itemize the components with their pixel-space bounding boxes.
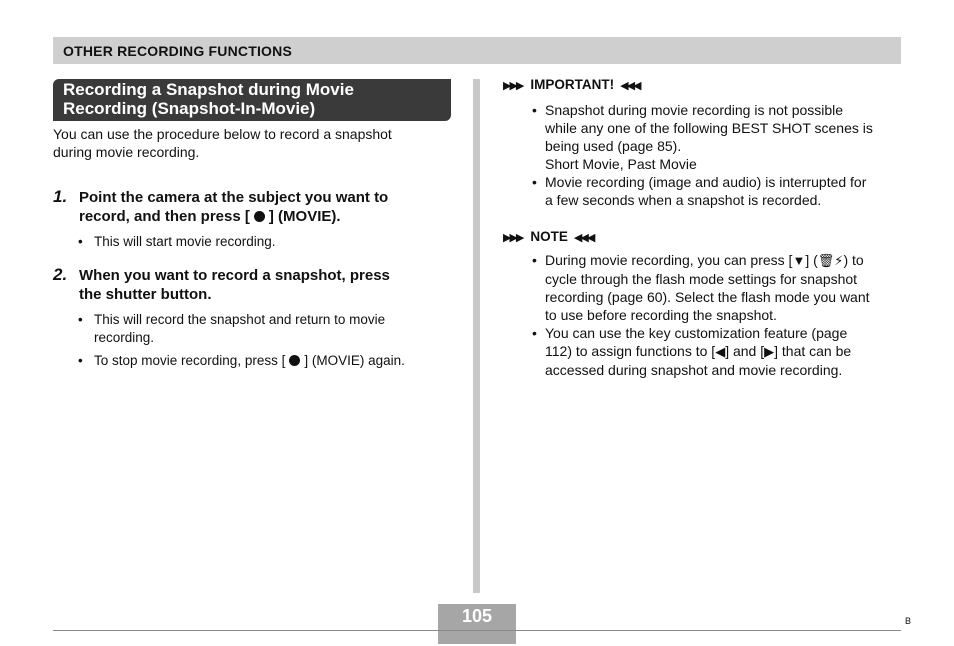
note-bullet-1 bbox=[532, 251, 904, 324]
column-divider bbox=[473, 79, 480, 593]
note-bullet-2 bbox=[532, 324, 904, 379]
important-b1-line2: while any one of the following BEST SHOT scenes is bbox=[545, 120, 873, 136]
note-b1-line1-mid: ] ( bbox=[805, 252, 818, 268]
important-label: IMPORTANT! bbox=[530, 77, 615, 92]
step-2-bullet-1 bbox=[78, 311, 450, 347]
important-bullet-1 bbox=[532, 101, 904, 173]
note-b2-line2-post: ] that can be bbox=[774, 343, 852, 359]
step-2-bullet-1-line1: • This will record the snapshot and return to movie bbox=[94, 312, 386, 327]
movie-button-icon bbox=[289, 355, 300, 366]
left-arrow-icon: ◀ bbox=[715, 344, 726, 359]
step-2-line1: When you want to record a snapshot, press bbox=[79, 267, 390, 284]
note-label: NOTE bbox=[530, 229, 568, 244]
down-arrow-icon: ▼ bbox=[792, 253, 806, 268]
section-header-bar bbox=[53, 37, 901, 64]
step-1-bullets bbox=[78, 233, 450, 256]
step-1-bullet-1: • This will start movie recording. bbox=[78, 233, 450, 251]
note-b1-line2: cycle through the flash mode settings for snapshot bbox=[545, 271, 858, 287]
step-2-bullet-2-pre: To stop movie recording, press [ bbox=[94, 353, 286, 368]
note-b2-line3: accessed during snapshot and movie recording. bbox=[545, 362, 843, 378]
page-number: 105 bbox=[461, 606, 493, 626]
important-bullets bbox=[532, 101, 904, 209]
note-b2-line2 bbox=[545, 342, 904, 361]
step-1-line2-post: ] (MOVIE). bbox=[268, 208, 341, 225]
page-letter: B bbox=[905, 616, 912, 626]
triangle-left-icon: ◀◀◀ bbox=[620, 80, 640, 92]
intro-line2: during movie recording. bbox=[53, 144, 200, 160]
step-2-bullet-1-line2: recording. bbox=[94, 330, 155, 345]
note-heading bbox=[503, 229, 593, 244]
note-b1-line4: to use before recording the snapshot. bbox=[545, 307, 777, 323]
section-title-line2: Recording (Snapshot-In-Movie) bbox=[63, 99, 316, 118]
movie-button-icon bbox=[254, 211, 265, 222]
step-2-bullets bbox=[78, 311, 450, 375]
step-1-line2-pre: record, and then press [ bbox=[79, 208, 250, 225]
step-2-line2: the shutter button. bbox=[79, 286, 212, 303]
important-heading bbox=[503, 77, 640, 92]
note-b2-line2-pre: 112) to assign functions to [ bbox=[545, 343, 716, 359]
step-2-bullet-2 bbox=[78, 352, 450, 370]
right-arrow-icon: ▶ bbox=[764, 344, 775, 359]
step-2-text bbox=[79, 266, 449, 304]
note-b1-line3: recording (page 60). Select the flash mode you want bbox=[545, 289, 870, 305]
flash-icon: ⚡ bbox=[834, 253, 844, 268]
step-1-line1: Point the camera at the subject you want to bbox=[79, 189, 389, 206]
important-b1-line3: being used (page 85). bbox=[545, 138, 682, 154]
note-b1-line1 bbox=[545, 251, 904, 270]
section-header-label: OTHER RECORDING FUNCTIONS bbox=[63, 43, 292, 59]
important-b2-line1: • Movie recording (image and audio) is interrupted for bbox=[545, 174, 867, 190]
step-1-text bbox=[79, 188, 449, 226]
note-b2-line2-mid: ] and [ bbox=[725, 343, 765, 359]
important-bullet-2 bbox=[532, 173, 904, 209]
triangle-right-icon: ▶▶▶ bbox=[503, 232, 523, 244]
triangle-left-icon: ◀◀◀ bbox=[573, 232, 594, 244]
step-1-number: 1. bbox=[53, 187, 68, 206]
intro-text bbox=[53, 125, 448, 161]
important-b1-line4: Short Movie, Past Movie bbox=[545, 156, 697, 172]
note-b1-line1-post: ) to bbox=[843, 252, 864, 268]
important-b1-line1: • Snapshot during movie recording is not possible bbox=[545, 102, 844, 118]
step-2-number: 2. bbox=[53, 265, 68, 284]
section-title-line1: Recording a Snapshot during Movie bbox=[63, 80, 354, 99]
section-title bbox=[53, 79, 451, 121]
triangle-right-icon: ▶▶▶ bbox=[503, 80, 523, 92]
important-b2-line2: a few seconds when a snapshot is recorded. bbox=[545, 192, 822, 208]
note-b1-line1-pre: During movie recording, you can press [ bbox=[545, 252, 793, 268]
trash-icon: 🗑 bbox=[817, 253, 835, 268]
footer-rule bbox=[53, 630, 901, 631]
step-2-bullet-2-post: ] (MOVIE) again. bbox=[304, 353, 405, 368]
note-b2-line1: • You can use the key customization feature (page bbox=[545, 325, 848, 341]
note-bullets bbox=[532, 251, 904, 379]
step-1-line2 bbox=[79, 207, 449, 226]
intro-line1: You can use the procedure below to record a snapshot bbox=[53, 126, 392, 142]
